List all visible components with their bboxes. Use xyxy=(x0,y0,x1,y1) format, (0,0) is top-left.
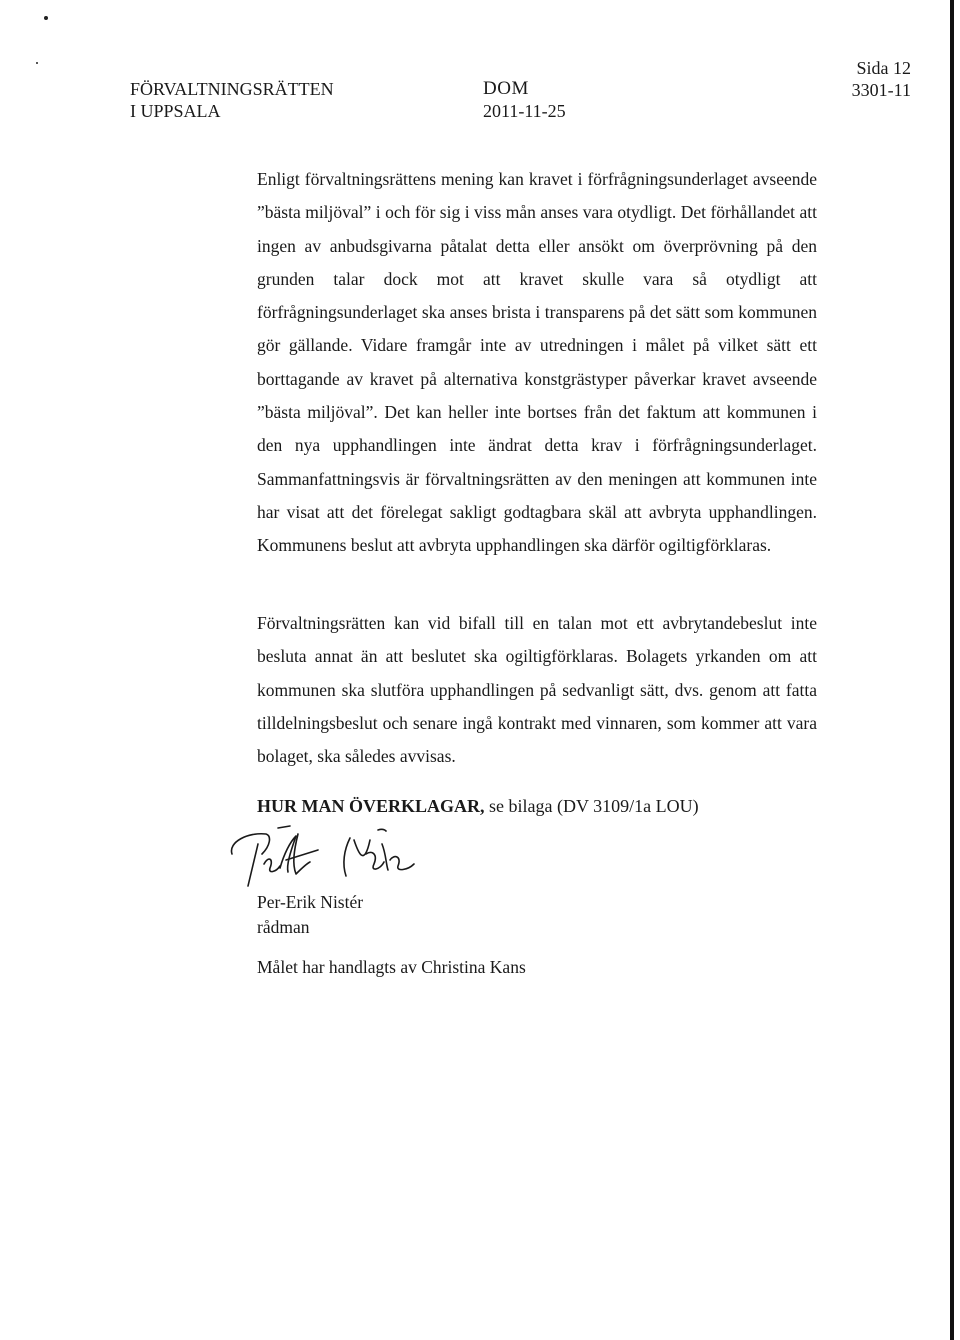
document-date: 2011-11-25 xyxy=(483,101,566,121)
scan-edge-line xyxy=(950,0,954,1340)
handled-by-note: Målet har handlagts av Christina Kans xyxy=(257,957,526,977)
page-number: Sida 12 xyxy=(856,58,911,78)
document-type-block xyxy=(483,78,566,122)
paragraph-ruling: Förvaltningsrätten kan vid bifall till en talan mot ett avbrytandebeslut inte besluta annat än att beslutet ska ogiltigförklaras. Bolagets yrkanden om att kommunen ska slutföra upphandlingen på sedvanligt sätt, dvs. genom att fatta tilldelningsbeslut och senare ingå kontrakt med vinnaren, som kommer att vara bolaget, ska således avvisas. xyxy=(257,613,817,767)
document-type: DOM xyxy=(483,78,529,99)
page-info xyxy=(852,57,911,101)
signer-block xyxy=(257,890,363,940)
court-line-1: FÖRVALTNINGSRÄTTEN xyxy=(130,79,334,99)
handwritten-signature xyxy=(218,824,428,890)
scan-speck xyxy=(44,16,48,20)
signer-name: Per-Erik Nistér xyxy=(257,892,364,912)
court-name xyxy=(130,78,334,122)
appeal-heading: HUR MAN ÖVERKLAGAR, xyxy=(257,796,485,816)
appeal-text: se bilaga (DV 3109/1a LOU) xyxy=(489,796,699,816)
appeal-notice xyxy=(257,793,699,819)
document-header xyxy=(0,54,960,134)
paragraph-reasoning: Enligt förvaltningsrättens mening kan kravet i förfrågningsunderlaget avseende ”bästa miljöval” i och för sig i viss mån anses vara otydligt. Det förhållandet att ingen av anbudsgivarna påtalat detta eller ansökt om överprövning på den grunden talar dock mot att kravet skulle vara så otydligt att förfrågningsunderlaget ska anses brista i transparens på det sätt som kommunen gör gällande. Vidare framgår inte av utredningen i målet på vilket sätt ett borttagande av kravet på alternativa konstgrästyper påverkar kravet avseende ”bästa miljöval”. Det kan heller inte bortses från det faktum att kommunen i den nya upphandlingen inte ändrat detta krav i förfrågningsunderlaget. Sammanfattningsvis är förvaltningsrätten av den meningen att kommunen inte har visat att det förelegat sakligt godtagbara skäl att avbryta upphandlingen. Kommunens beslut att avbryta upphandlingen ska därför ogiltigförklaras. xyxy=(257,169,817,556)
signer-title: rådman xyxy=(257,917,310,937)
case-number: 3301-11 xyxy=(851,80,911,100)
court-line-2: I UPPSALA xyxy=(130,101,221,121)
